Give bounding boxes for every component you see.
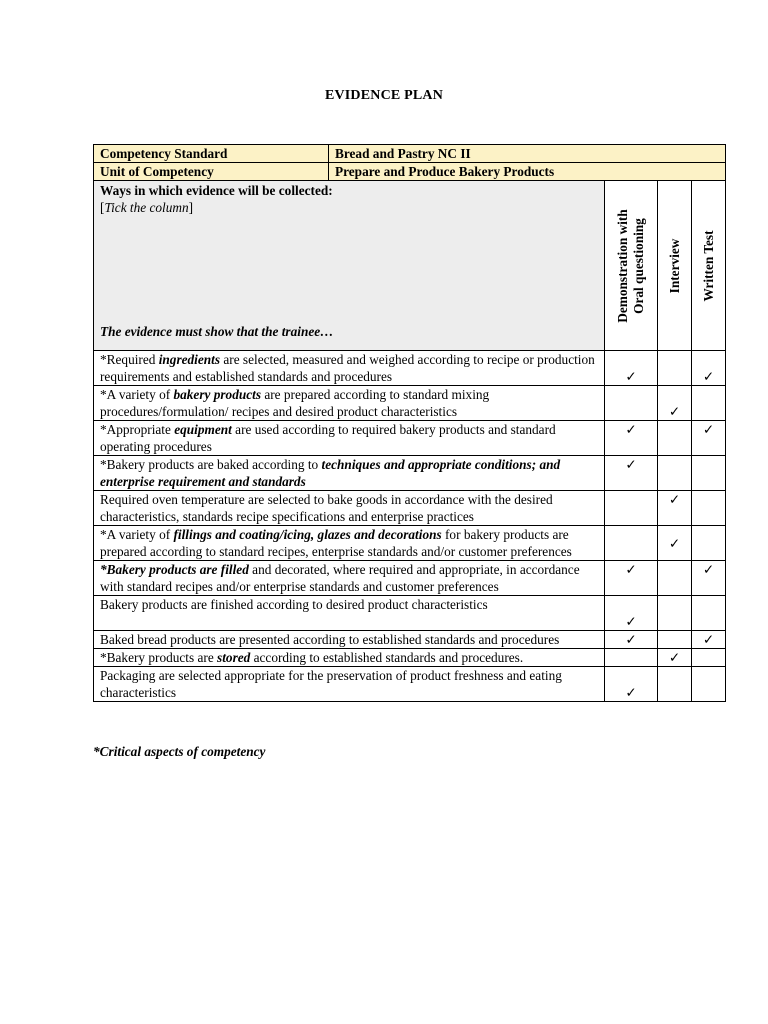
evidence-criterion: Packaging are selected appropriate for the preservation of product freshness and eating characteristics	[94, 667, 605, 702]
evidence-criterion: Baked bread products are presented according to established standards and procedures	[94, 631, 605, 649]
tick-cell-written-test	[692, 561, 726, 596]
check-mark-icon: ✓	[625, 562, 637, 577]
check-mark-icon: ✓	[702, 422, 715, 437]
evidence-row	[94, 456, 726, 491]
evidence-row	[94, 421, 726, 456]
methods-header-row	[94, 181, 726, 351]
evidence-criterion: *Appropriate equipment are used according to required bakery products and standard operating procedures	[94, 421, 605, 456]
tick-cell-interview	[658, 456, 692, 491]
tick-cell-demonstration	[605, 386, 658, 421]
tick-cell-interview	[658, 561, 692, 596]
evidence-row	[94, 596, 726, 631]
tick-cell-interview	[658, 649, 692, 667]
competency-standard-value: Bread and Pastry NC II	[329, 145, 726, 163]
page-title: EVIDENCE PLAN	[324, 88, 444, 103]
tick-cell-demonstration	[605, 596, 658, 631]
tick-cell-demonstration	[605, 456, 658, 491]
ways-of-collection-cell	[94, 181, 605, 351]
evidence-criterion: *Bakery products are baked according to techniques and appropriate conditions; and enterprise requirement and standards	[94, 456, 605, 491]
tick-cell-written-test	[692, 667, 726, 702]
check-mark-icon: ✓	[625, 422, 637, 437]
method-interview-header: Interview	[658, 181, 692, 351]
tick-cell-written-test	[692, 386, 726, 421]
tick-cell-written-test	[692, 631, 726, 649]
tick-cell-interview	[658, 667, 692, 702]
tick-cell-demonstration	[605, 561, 658, 596]
check-mark-icon: ✓	[625, 369, 637, 384]
evidence-row	[94, 386, 726, 421]
check-mark-icon: ✓	[702, 369, 715, 384]
tick-cell-written-test	[692, 596, 726, 631]
tick-cell-written-test	[692, 649, 726, 667]
tick-cell-demonstration	[605, 526, 658, 561]
tick-cell-interview	[658, 386, 692, 421]
tick-cell-written-test	[692, 491, 726, 526]
tick-cell-interview	[658, 351, 692, 386]
method-written-test-header: Written Test	[692, 181, 726, 351]
evidence-row	[94, 631, 726, 649]
tick-cell-demonstration	[605, 421, 658, 456]
check-mark-icon: ✓	[625, 685, 637, 700]
tick-cell-written-test	[692, 351, 726, 386]
must-show-label: The evidence must show that the trainee…	[100, 324, 334, 339]
tick-cell-written-test	[692, 526, 726, 561]
evidence-criterion: Bakery products are finished according to desired product characteristics	[94, 596, 605, 631]
ways-title: Ways in which evidence will be collected:	[100, 183, 333, 198]
tick-cell-written-test	[692, 456, 726, 491]
check-mark-icon: ✓	[668, 535, 681, 551]
check-mark-icon: ✓	[668, 492, 681, 507]
evidence-criterion: Required oven temperature are selected to bake goods in accordance with the desired characteristics, standards recipe specifications and enterprise practices	[94, 491, 605, 526]
evidence-criterion: *Required ingredients are selected, measured and weighed according to recipe or production requirements and established standards and procedures	[94, 351, 605, 386]
tick-cell-interview	[658, 421, 692, 456]
check-mark-icon: ✓	[625, 614, 637, 629]
check-mark-icon: ✓	[702, 562, 715, 577]
evidence-row	[94, 667, 726, 702]
check-mark-icon: ✓	[668, 650, 681, 665]
tick-cell-interview	[658, 526, 692, 561]
unit-of-competency-value: Prepare and Produce Bakery Products	[329, 163, 726, 181]
tick-cell-interview	[658, 491, 692, 526]
tick-cell-demonstration	[605, 649, 658, 667]
evidence-row	[94, 491, 726, 526]
check-mark-icon: ✓	[625, 632, 637, 647]
tick-cell-interview	[658, 631, 692, 649]
competency-standard-row	[94, 145, 726, 163]
unit-of-competency-label: Unit of Competency	[94, 163, 329, 181]
tick-cell-demonstration	[605, 631, 658, 649]
tick-cell-interview	[658, 596, 692, 631]
tick-cell-demonstration	[605, 351, 658, 386]
check-mark-icon: ✓	[625, 457, 637, 472]
evidence-row	[94, 351, 726, 386]
check-mark-icon: ✓	[668, 404, 681, 419]
unit-of-competency-row	[94, 163, 726, 181]
check-mark-icon: ✓	[702, 632, 715, 647]
tick-cell-written-test	[692, 421, 726, 456]
critical-aspects-footnote: *Critical aspects of competency	[93, 744, 266, 759]
competency-standard-label: Competency Standard	[94, 145, 329, 163]
evidence-plan-table	[93, 144, 726, 702]
evidence-criterion: *Bakery products are filled and decorated, where required and appropriate, in accordance with standard recipes and/or enterprise standards and customer preferences	[94, 561, 605, 596]
tick-cell-demonstration	[605, 667, 658, 702]
evidence-row	[94, 561, 726, 596]
method-demonstration-header: Demonstration with Oral questioning	[605, 181, 658, 351]
evidence-row	[94, 649, 726, 667]
evidence-criterion: *A variety of fillings and coating/icing, glazes and decorations for bakery products are prepared according to standard recipes, enterprise standards and/or customer preferences	[94, 526, 605, 561]
evidence-criterion: *A variety of bakery products are prepared according to standard mixing procedures/formulation/ recipes and desired product characteristics	[94, 386, 605, 421]
tick-instruction: [Tick the column]	[100, 200, 194, 215]
evidence-row	[94, 526, 726, 561]
tick-cell-demonstration	[605, 491, 658, 526]
evidence-criterion: *Bakery products are stored according to established standards and procedures.	[94, 649, 605, 667]
